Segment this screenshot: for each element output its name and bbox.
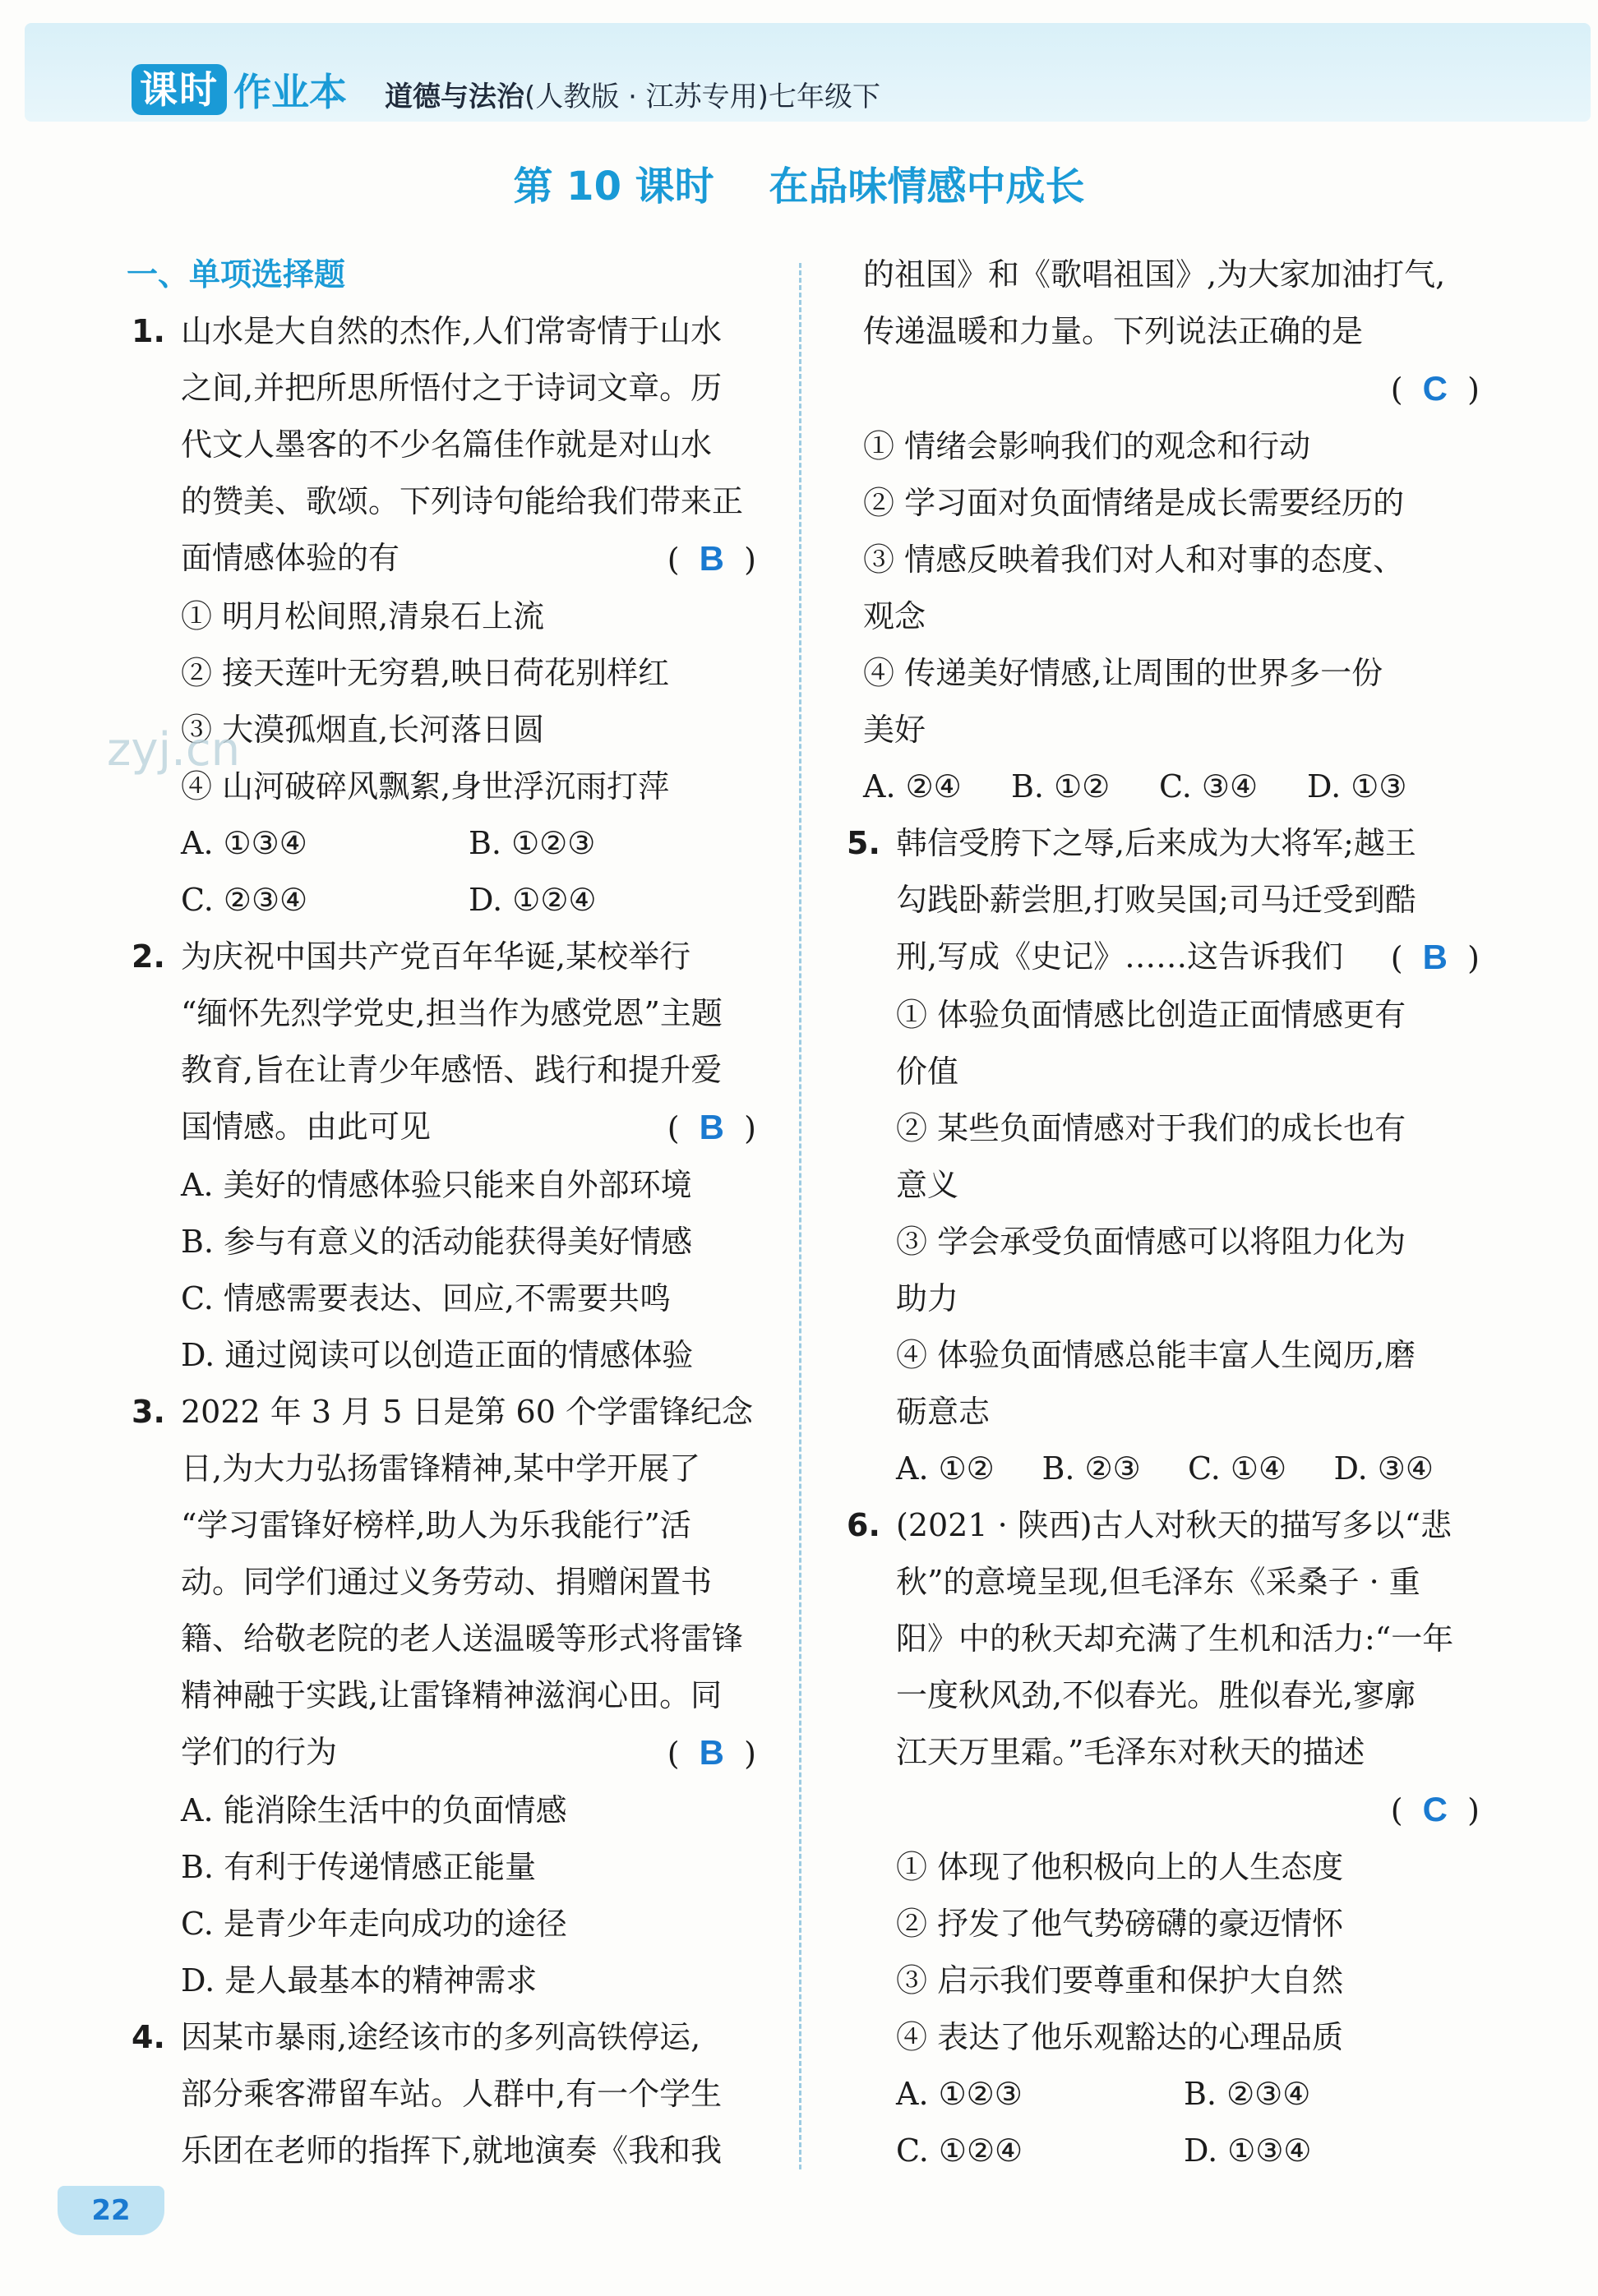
- question-2: [132, 929, 756, 1384]
- statement-item: ③ 启示我们要尊重和保护大自然: [896, 1962, 1344, 1999]
- question-4-continued: [847, 247, 1480, 815]
- statement-item: 助力: [896, 1280, 959, 1316]
- question-number: 4.: [132, 2019, 165, 2055]
- stem-line: “缅怀先烈学党史,担当作为感党恩”主题: [181, 995, 723, 1031]
- stem-line: 因某市暴雨,途经该市的多列高铁停运,: [181, 2019, 701, 2055]
- stem-line: 山水是大自然的杰作,人们常寄情于山水: [181, 313, 723, 349]
- logo-mark: 课时: [132, 64, 227, 115]
- answer-mark: B: [699, 1108, 725, 1146]
- stem-line: 的祖国》和《歌唱祖国》,为大家加油打气,: [863, 256, 1446, 293]
- option: B. 有利于传递情感正能量: [181, 1849, 537, 1885]
- statement-item: ① 体验负面情感比创造正面情感更有: [896, 997, 1406, 1033]
- answer-paren: ( C ): [1390, 369, 1480, 408]
- question-number: 6.: [847, 1507, 880, 1543]
- answer-mark: C: [1422, 369, 1448, 408]
- option: C. 情感需要表达、回应,不需要共鸣: [181, 1280, 671, 1316]
- stem-last-line: [181, 1724, 756, 1782]
- statement-item: ④ 体验负面情感总能丰富人生阅历,磨: [896, 1337, 1416, 1373]
- stem-line: 国情感。由此可见: [181, 1109, 432, 1145]
- stem-line: 勾践卧薪尝胆,打败吴国;司马迁受到酷: [896, 882, 1416, 918]
- stem-line: 阳》中的秋天却充满了生机和活力:“一年: [896, 1621, 1454, 1657]
- section-title: 一、单项选择题: [127, 256, 346, 293]
- option: B. ①②③: [469, 825, 596, 861]
- logo-text: 作业本: [233, 70, 347, 114]
- column-divider: [799, 263, 801, 2169]
- statement-item: ④ 传递美好情感,让周围的世界多一份: [863, 655, 1383, 691]
- stem-line: 为庆祝中国共产党百年华诞,某校举行: [181, 938, 691, 975]
- option: C. ①④: [1188, 1450, 1287, 1487]
- answer-paren: ( B ): [667, 539, 756, 578]
- options-row: [896, 2123, 1480, 2179]
- stem-line: “学习雷锋好榜样,助人为乐我能行”活: [181, 1507, 691, 1543]
- option: D. ①②④: [469, 882, 597, 918]
- question-number: 2.: [132, 938, 165, 975]
- answer-paren: ( B ): [1390, 938, 1480, 976]
- statement-item: ④ 山河破碎风飘絮,身世浮沉雨打萍: [181, 768, 670, 805]
- option: D. ①③: [1307, 768, 1407, 805]
- stem-line: 动。同学们通过义务劳动、捐赠闲置书: [181, 1564, 713, 1600]
- stem-line: 之间,并把所思所悟付之于诗词文章。历: [181, 370, 723, 406]
- option: D. ③④: [1333, 1450, 1434, 1487]
- statement-item: ② 某些负面情感对于我们的成长也有: [896, 1110, 1406, 1146]
- stem-line: 一度秋风劲,不似春光。胜似春光,寥廓: [896, 1677, 1416, 1713]
- answer-paren: ( B ): [667, 1108, 756, 1146]
- answer-line: [863, 360, 1480, 418]
- stem-line: 江天万里霜。”毛泽东对秋天的描述: [896, 1734, 1365, 1770]
- option: C. ②③④: [181, 882, 308, 918]
- statement-item: ③ 学会承受负面情感可以将阻力化为: [896, 1224, 1406, 1260]
- question-1: [132, 303, 756, 929]
- book-title-edition: (人教版 · 江苏专用)七年级下: [524, 81, 880, 113]
- answer-mark: B: [699, 539, 725, 578]
- watermark: zyj.cn: [107, 723, 241, 777]
- stem-line: 籍、给敬老院的老人送温暖等形式将雷锋: [181, 1621, 744, 1657]
- statement-item: 砺意志: [896, 1394, 991, 1430]
- answer-line: [896, 1781, 1480, 1839]
- statement-item: ② 学习面对负面情绪是成长需要经历的: [863, 485, 1405, 521]
- statement-item: 价值: [896, 1053, 959, 1090]
- answer-paren: ( B ): [667, 1733, 756, 1772]
- statement-item: ② 接天莲叶无穷碧,映日荷花别样红: [181, 655, 670, 691]
- stem-line: 教育,旨在让青少年感悟、践行和提升爱: [181, 1052, 723, 1088]
- options-row: [863, 758, 1480, 815]
- question-number: 3.: [132, 1394, 165, 1430]
- option: D. 通过阅读可以创造正面的情感体验: [181, 1337, 694, 1373]
- right-column: [847, 247, 1480, 2179]
- option: A. ①③④: [181, 825, 307, 861]
- stem-line: 传递温暖和力量。下列说法正确的是: [863, 313, 1364, 349]
- options-row: [181, 815, 756, 872]
- option: B. ①②: [1011, 768, 1111, 805]
- option: B. 参与有意义的活动能获得美好情感: [181, 1224, 693, 1260]
- stem-line: 秋”的意境呈现,但毛泽东《采桑子 · 重: [896, 1564, 1420, 1600]
- book-title: [385, 74, 880, 114]
- stem-line: 代文人墨客的不少名篇佳作就是对山水: [181, 426, 713, 463]
- question-5: [847, 815, 1480, 1497]
- question-number: 1.: [132, 313, 165, 349]
- option: C. ①②④: [896, 2132, 1023, 2169]
- question-number: 5.: [847, 825, 880, 861]
- stem-line: 2022 年 3 月 5 日是第 60 个学雷锋纪念: [181, 1394, 753, 1430]
- series-logo: [132, 64, 347, 115]
- option: A. ①②: [896, 1450, 995, 1487]
- stem-line: 的赞美、歌颂。下列诗句能给我们带来正: [181, 483, 744, 519]
- option: C. 是青少年走向成功的途径: [181, 1906, 567, 1942]
- answer-mark: B: [1422, 938, 1448, 976]
- stem-last-line: [181, 530, 756, 588]
- left-column: [127, 247, 756, 2179]
- answer-paren: ( C ): [1390, 1790, 1480, 1828]
- statement-item: ③ 大漠孤烟直,长河落日圆: [181, 712, 545, 748]
- option: C. ③④: [1159, 768, 1259, 805]
- option: A. 美好的情感体验只能来自外部环境: [181, 1167, 692, 1203]
- option: B. ②③: [1041, 1450, 1141, 1487]
- question-3: [132, 1384, 756, 2009]
- stem-line: 乐团在老师的指挥下,就地演奏《我和我: [181, 2132, 723, 2169]
- options-row: [896, 1441, 1480, 1497]
- page-number: 22: [58, 2186, 164, 2235]
- statement-item: ④ 表达了他乐观豁达的心理品质: [896, 2019, 1344, 2055]
- options-row: [896, 2066, 1480, 2123]
- statement-item: ① 情绪会影响我们的观念和行动: [863, 428, 1311, 464]
- question-6: [847, 1497, 1480, 2179]
- lesson-title: 第 10 课时 在品味情感中成长: [513, 164, 1085, 210]
- option: A. ②④: [863, 768, 962, 805]
- statement-item: ③ 情感反映着我们对人和对事的态度、: [863, 542, 1405, 578]
- stem-last-line: [181, 1099, 756, 1157]
- stem-line: (2021 · 陕西)古人对秋天的描写多以“悲: [896, 1507, 1453, 1543]
- statement-item: 观念: [863, 598, 926, 634]
- option: D. ①③④: [1184, 2132, 1312, 2169]
- stem-line: 日,为大力弘扬雷锋精神,某中学开展了: [181, 1450, 701, 1487]
- stem-last-line: [896, 929, 1480, 987]
- stem-line: 精神融于实践,让雷锋精神滋润心田。同: [181, 1677, 723, 1713]
- option: B. ②③④: [1184, 2076, 1311, 2112]
- book-title-subject: 道德与法治: [385, 81, 524, 113]
- option: A. 能消除生活中的负面情感: [181, 1792, 567, 1828]
- stem-line: 韩信受胯下之辱,后来成为大将军;越王: [896, 825, 1416, 861]
- statement-item: 意义: [896, 1167, 959, 1203]
- option: A. ①②③: [896, 2076, 1023, 2112]
- option: D. 是人最基本的精神需求: [181, 1962, 538, 1999]
- stem-line: 面情感体验的有: [181, 540, 400, 576]
- statement-item: ① 明月松间照,清泉石上流: [181, 598, 545, 634]
- answer-mark: B: [699, 1733, 725, 1772]
- stem-line: 部分乘客滞留车站。人群中,有一个学生: [181, 2076, 723, 2112]
- options-row: [181, 872, 756, 929]
- statement-item: ② 抒发了他气势磅礴的豪迈情怀: [896, 1906, 1344, 1942]
- question-4: [132, 2009, 756, 2179]
- stem-line: 刑,写成《史记》……这告诉我们: [896, 938, 1344, 975]
- statement-item: 美好: [863, 712, 926, 748]
- stem-line: 学们的行为: [181, 1734, 338, 1770]
- statement-item: ① 体现了他积极向上的人生态度: [896, 1849, 1344, 1885]
- answer-mark: C: [1422, 1790, 1448, 1828]
